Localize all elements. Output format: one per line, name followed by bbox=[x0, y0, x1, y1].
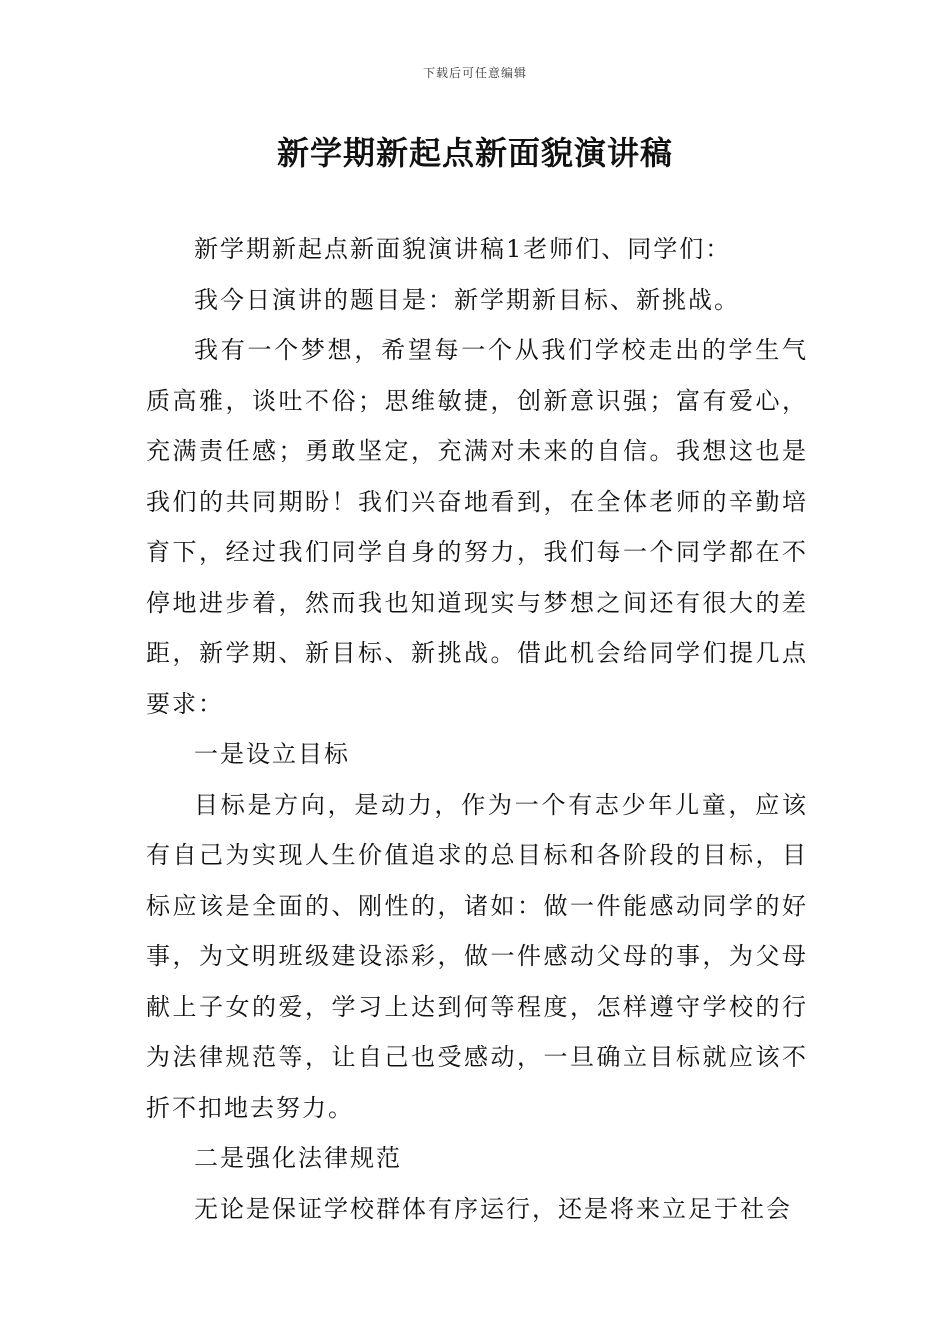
paragraph-greeting: 新学期新起点新面貌演讲稿1老师们、同学们： bbox=[194, 235, 732, 263]
document-body bbox=[146, 224, 808, 1234]
paragraph-dream: 我有一个梦想，希望每一个从我们学校走出的学生气质高雅，谈吐不俗；思维敏捷，创新意识强；富有爱心，充满责任感；勇敢坚定，充满对未来的自信。我想这也是我们的共同期盼！我们兴奋地看到，在全体老师的辛勤培育下，经过我们同学自身的努力，我们每一个同学都在不停地进步着，然而我也知道现实与梦想之间还有很大的差距，新学期、新目标、新挑战。借此机会给同学们提几点要求： bbox=[146, 336, 808, 718]
section-heading-rules: 二是强化法律规范 bbox=[194, 1144, 402, 1172]
paragraph-topic: 我今日演讲的题目是：新学期新目标、新挑战。 bbox=[194, 285, 740, 314]
page-header-note: 下载后可任意编辑 bbox=[422, 66, 527, 80]
document-title: 新学期新起点新面貌演讲稿 bbox=[276, 134, 673, 172]
section-heading-goals: 一是设立目标 bbox=[194, 740, 350, 768]
paragraph-rules: 无论是保证学校群体有序运行，还是将来立足于社会 bbox=[194, 1194, 792, 1223]
paragraph-goals: 目标是方向，是动力，作为一个有志少年儿童，应该有自己为实现人生价值追求的总目标和各阶段的目标，目标应该是全面的、刚性的，诸如：做一件能感动同学的好事，为文明班级建设添彩，做一件感动父母的事，为父母献上子女的爱，学习上达到何等程度，怎样遵守学校的行为法律规范等，让自己也受感动，一旦确立目标就应该不折不扣地去努力。 bbox=[146, 790, 808, 1122]
